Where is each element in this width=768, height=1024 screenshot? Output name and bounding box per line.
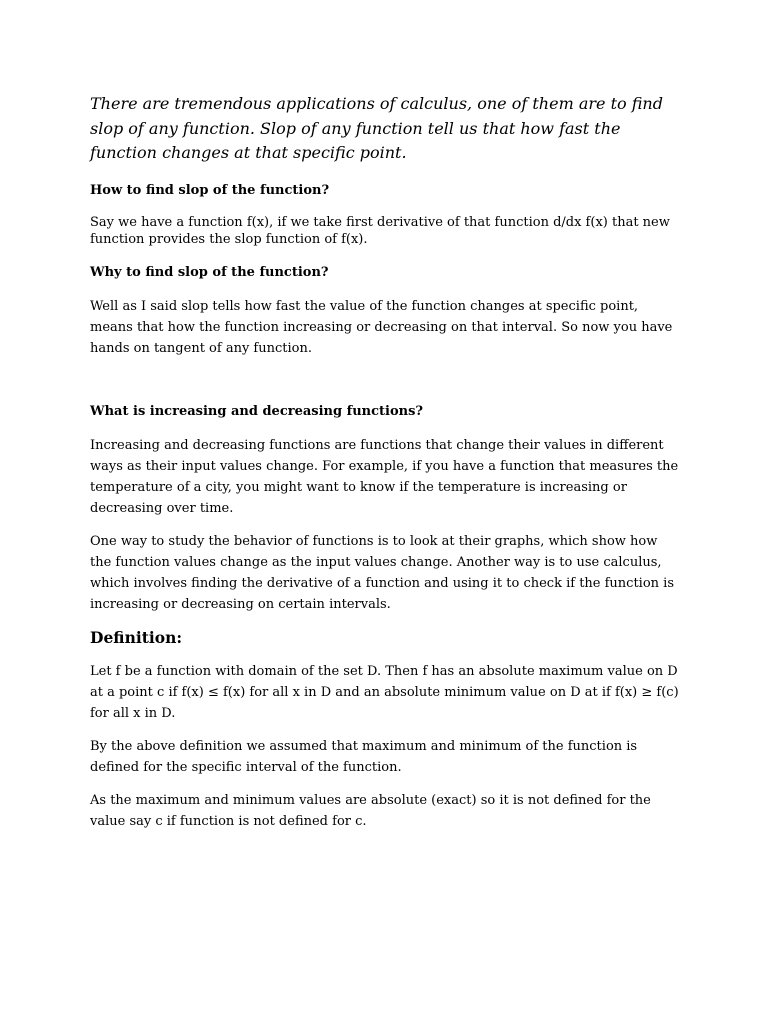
heading-how-to-find-slope: How to find slop of the function? xyxy=(90,182,330,198)
paragraph-increasing-decreasing-2: One way to study the behavior of functions is to look at their graphs, which show how the function values change as the input values change. Another way is to use calculus, which involves finding the derivative of a function and using it to check if the function is increasing or decreasing on certain intervals. xyxy=(90,533,674,612)
paragraph-definition-2: By the above definition we assumed that maximum and minimum of the function is defined for the specific interval of the function. xyxy=(90,738,638,775)
heading-increasing-decreasing: What is increasing and decreasing functions? xyxy=(90,403,424,419)
document-page xyxy=(90,92,680,844)
paragraph-how-to-find-slope: Say we have a function f(x), if we take first derivative of that function d/dx f(x) that new function provides the slop function of f(x). xyxy=(90,214,670,247)
paragraph-definition-1: Let f be a function with domain of the set D. Then f has an absolute maximum value on D at a point c if f(x) ≤ f(x) for all x in D and an absolute minimum value on D at if f(x) ≥ f(c) for all x in D. xyxy=(90,663,679,721)
paragraph-increasing-decreasing-1: Increasing and decreasing functions are functions that change their values in different ways as their input values change. For example, if you have a function that measures the temperature of a city, you might want to know if the temperature is increasing or decreasing over time. xyxy=(90,437,679,516)
heading-why-find-slope: Why to find slop of the function? xyxy=(90,264,329,280)
blank-line xyxy=(90,371,680,402)
paragraph-definition-3: As the maximum and minimum values are absolute (exact) so it is not defined for the value say c if function is not defined for c. xyxy=(90,792,651,829)
intro-paragraph: There are tremendous applications of calculus, one of them are to find slop of any function. Slop of any function tell us that how fast the function changes at that specific point. xyxy=(90,94,663,162)
paragraph-why-find-slope: Well as I said slop tells how fast the value of the function changes at specific point, means that how the function increasing or decreasing on that interval. So now you have hands on tangent of any function. xyxy=(90,298,673,356)
heading-definition: Definition: xyxy=(90,627,183,647)
